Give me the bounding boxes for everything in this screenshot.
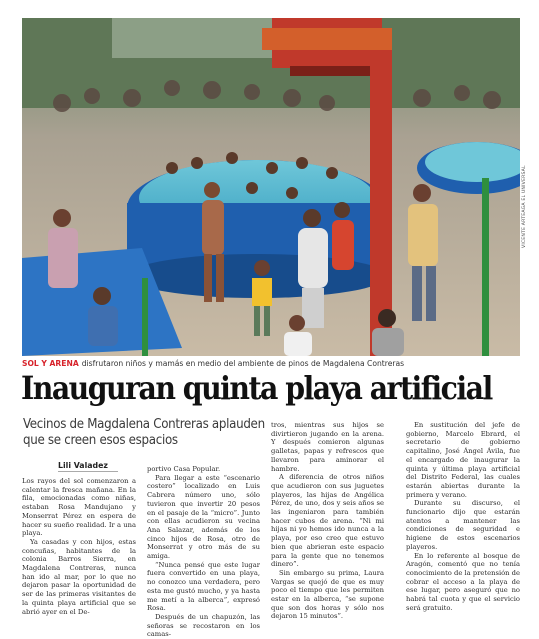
article-subhead: Vecinos de Magdalena Contreras aplauden que se creen esos espacios <box>23 417 265 448</box>
paragraph: “Nunca pensé que este lugar fuera convertido en una playa, no conozco una verdadera, pero esta me gustó mucho, y ya hasta me metí a la alberca”, expresó Rosa. <box>147 560 260 613</box>
byline-rule <box>58 471 118 472</box>
photo-caption <box>22 359 522 368</box>
article-headline: Inauguran quinta playa artificial <box>21 370 492 407</box>
paragraph: Ya casadas y con hijos, estas concuñas, habitantes de la colonia Barros Sierra, en Magdalena Contreras, nunca han ido al mar, por lo que no dejaron pasar la oportunidad de ser de las primeras visitantes de la quinta playa artificial que se abrió ayer en el De- <box>22 537 136 616</box>
pool-scene-image <box>22 18 520 356</box>
caption-kicker: SOL Y ARENA <box>22 359 79 368</box>
body-column-2 <box>147 465 260 639</box>
paragraph: Durante su discurso, el funcionario dijo que estarán atentos a mantener las condiciones de seguridad e higiene de estos escenarios playeros. <box>406 499 520 551</box>
paragraph: Después de un chapuzón, las señoras se recostaron en los camas- <box>147 612 260 639</box>
body-column-3 <box>271 421 384 621</box>
byline: Lili Valadez <box>58 461 108 470</box>
body-column-1 <box>22 477 136 616</box>
paragraph: tros, mientras sus hijos se divirtieron jugando en la arena. Y después comieron algunas galletas, papas y refrescos que llevaron para aminorar el hambre. <box>271 421 384 473</box>
photo-credit: VICENTE ARTEAGA EL UNIVERSAL <box>522 165 527 248</box>
caption-text: disfrutaron niños y mamás en medio del ambiente de pinos de Magdalena Contreras <box>81 359 405 368</box>
body-column-4 <box>406 421 520 612</box>
paragraph: A diferencia de otros niños que acudieron con sus juguetes playeros, las hijas de Angélica Pérez, de uno, dos y seis años se las ingeniaron para también hacer cubos de arena. “Ni mi hijas ni yo hemos ido nunca a la playa, por eso creo que estuvo bien que abrieran este espacio para la gente que no tenemos dinero”. <box>271 473 384 569</box>
paragraph: Los rayos del sol comenzaron a calentar la fresca mañana. En la fila, emocionadas como niñas, estaban Rosa Mandujano y Monserrat Pérez en espera de hacer su sueño realidad. Ir a una playa. <box>22 477 136 538</box>
paragraph: En lo referente al bosque de Aragón, comentó que no tenía conocimiento de la pretensión de cobrar el acceso a la playa de ese lugar, pero aseguró que no habrá tal cuota y que el servicio será gratuito. <box>406 551 520 612</box>
paragraph: En sustitución del jefe de gobierno, Marcelo Ebrard, el secretario de gobierno capitalino, José Ángel Ávila, fue el encargado de inaugurar la quinta y última playa artificial del Distrito Federal, las cuales estarán abiertas durante la primera y verano. <box>406 421 520 499</box>
paragraph: portivo Casa Popular. <box>147 465 221 473</box>
article-photo <box>22 18 520 356</box>
paragraph: Sin embargo su prima, Laura Vargas se quejó de que es muy poco el tiempo que les permiten estar en la alberca, “se supone que son dos horas y sólo nos dejaron 15 minutos”. <box>271 568 384 621</box>
paragraph: Para llegar a este “escenario costero” localizado en Luis Cabrera número uno, sólo tuvieron que invertir 20 pesos en el pasaje de la “micro”. Junto con ellas acudieron su vecina Ana Salazar, además de los cinco hijos de Rosa, otro de Monserrat y otro más de su amiga. <box>147 473 260 561</box>
